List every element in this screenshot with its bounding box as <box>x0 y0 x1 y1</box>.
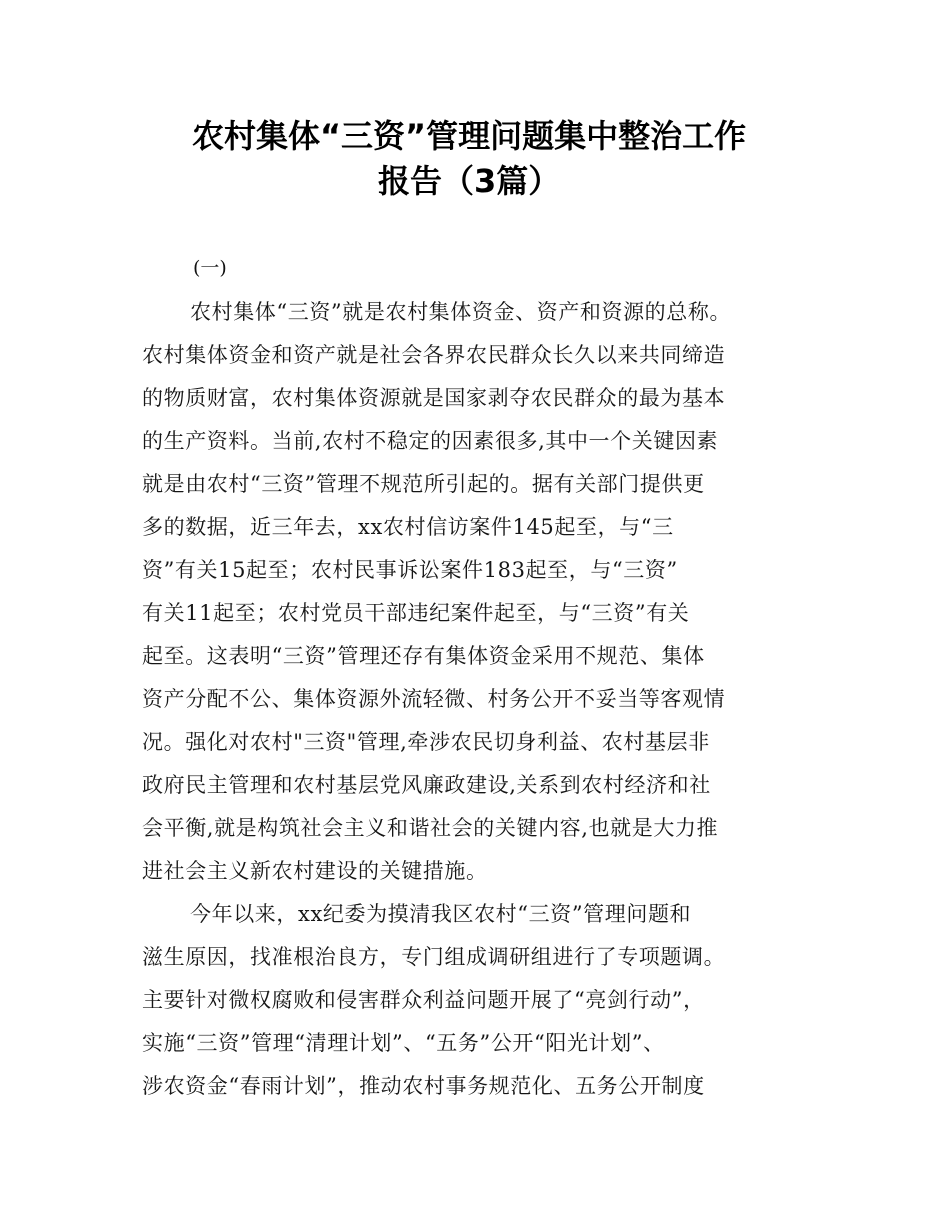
paragraph-line: 况。强化对农村"三资"管理,牵涉农民切身利益、农村基层非 <box>142 730 710 754</box>
section-label: (一) <box>193 257 227 279</box>
paragraph-line: 有关11起至；农村党员干部违纪案件起至，与“三资”有关 <box>142 601 690 625</box>
paragraph-line: 滋生原因，找准根治良方，专门组成调研组进行了专项题调。 <box>142 945 726 969</box>
document-title-line-2: 报告（3篇） <box>378 162 561 200</box>
paragraph-line: 会平衡,就是构筑社会主义和谐社会的关键内容,也就是大力推 <box>142 816 719 840</box>
paragraph-line: 资”有关15起至；农村民事诉讼案件183起至，与“三资” <box>142 558 678 582</box>
paragraph-line: 今年以来，xx纪委为摸清我区农村“三资”管理问题和 <box>190 902 692 926</box>
paragraph-line: 进社会主义新农村建设的关键措施。 <box>142 859 488 883</box>
paragraph-line: 实施“三资”管理“清理计划”、“五务”公开“阳光计划”、 <box>142 1031 665 1055</box>
paragraph-line: 起至。这表明“三资”管理还存有集体资金采用不规范、集体 <box>142 644 705 668</box>
paragraph-line: 就是由农村“三资”管理不规范所引起的。据有关部门提供更 <box>142 472 705 496</box>
paragraph-line: 资产分配不公、集体资源外流轻微、村务公开不妥当等客观情 <box>142 687 726 711</box>
paragraph-line: 多的数据，近三年去，xx农村信访案件145起至，与“三 <box>142 515 674 539</box>
paragraph-line: 涉农资金“春雨计划”，推动农村事务规范化、五务公开制度 <box>142 1074 705 1098</box>
paragraph-line: 的物质财富，农村集体资源就是国家剥夺农民群众的最为基本 <box>142 386 726 410</box>
paragraph-line: 农村集体资金和资产就是社会各界农民群众长久以来共同缔造 <box>142 343 726 367</box>
paragraph-line: 主要针对微权腐败和侵害群众利益问题开展了“亮剑行动”， <box>142 988 705 1012</box>
paragraph-line: 农村集体“三资”就是农村集体资金、资产和资源的总称。 <box>190 300 732 324</box>
document-title-line-1: 农村集体“三资”管理问题集中整治工作 <box>192 117 747 155</box>
paragraph-line: 政府民主管理和农村基层党风廉政建设,关系到农村经济和社 <box>142 773 711 797</box>
paragraph-line: 的生产资料。当前,农村不稳定的因素很多,其中一个关键因素 <box>142 429 719 453</box>
